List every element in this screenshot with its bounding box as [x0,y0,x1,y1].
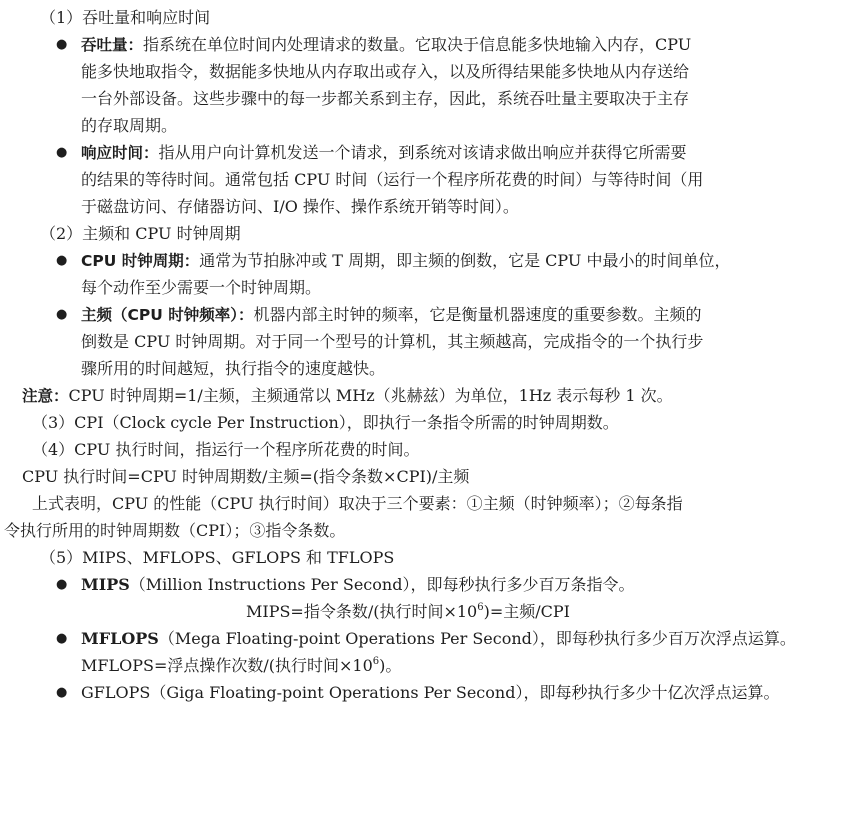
section-heading-5: （5）MIPS、MFLOPS、GFLOPS 和 TFLOPS [40,548,395,567]
section-heading-4: （4）CPU 执行时间，指运行一个程序所花费的时间。 [32,440,420,459]
bullet-marker: ● [56,145,68,160]
text-line: 能多快地取指令，数据能多快地从内存取出或存入，以及所得结果能多快地从内存送给 [81,62,690,81]
bullet-mflops [0,625,863,652]
text-line: 一台外部设备。这些步骤中的每一步都关系到主存，因此，系统吞吐量主要取决于主存 [81,89,690,108]
note-label: 注意： [22,387,69,405]
text-line: 于磁盘访问、存储器访问、I/O 操作、操作系统开销等时间）。 [81,197,519,216]
text-line: 机器内部主时钟的频率，它是衡量机器速度的重要参数。主频的 [253,305,702,324]
term-cpu-clock-cycle: CPU 时钟周期： [81,252,200,270]
document-page [0,4,863,706]
text-line: 的存取周期。 [81,116,178,135]
text-line: （Million Instructions Per Second），即每秒执行多少百万条指令。 [129,575,635,594]
bullet-marker: ● [56,577,68,592]
bullet-marker: ● [56,253,68,268]
formula-part: )。 [379,656,402,675]
term-clock-frequency: 主频（CPU 时钟频率）： [81,306,254,324]
bullet-cpu-clock-cycle [0,247,863,274]
text-line: 骤所用的时间越短，执行指令的速度越快。 [81,359,386,378]
text-line: GFLOPS（Giga Floating-point Operations Per Second），即每秒执行多少十亿次浮点运算。 [81,683,780,702]
formula-mflops [0,652,863,679]
section-heading-3: （3）CPI（Clock cycle Per Instruction），即执行一条指令所需的时钟周期数。 [32,413,619,432]
text-line: 通常为节拍脉冲或 T 周期，即主频的倒数，它是 CPU 中最小的时间单位， [199,251,731,270]
formula-cpu-time: CPU 执行时间=CPU 时钟周期数/主频=(指令条数×CPI)/主频 [22,467,470,486]
formula-part: )=主频/CPI [483,602,570,621]
bullet-marker: ● [56,685,68,700]
term-response-time: 响应时间： [81,144,159,162]
bullet-marker: ● [56,37,68,52]
text-line: 倒数是 CPU 时钟周期。对于同一个型号的计算机，其主频越高，完成指令的一个执行步 [81,332,704,351]
text-line: 每个动作至少需要一个时钟周期。 [81,278,322,297]
text-line: 上式表明，CPU 的性能（CPU 执行时间）取决于三个要素：①主频（时钟频率）；②每条指 [32,494,683,513]
formula-exponent: 6 [372,655,380,667]
formula-part: MFLOPS=浮点操作次数/(执行时间×10 [81,656,373,675]
text-line: 指系统在单位时间内处理请求的数量。它取决于信息能多快地输入内存，CPU [143,35,692,54]
bullet-throughput [0,31,863,58]
bullet-mips [0,571,863,598]
note-line [0,382,863,409]
formula-exponent: 6 [477,601,484,613]
section-heading-2: （2）主频和 CPU 时钟周期 [40,224,241,243]
term-mflops: MFLOPS [81,629,159,648]
text-line: 指从用户向计算机发送一个请求，到系统对该请求做出响应并获得它所需要 [158,143,687,162]
bullet-clock-frequency [0,301,863,328]
formula-mips [0,598,863,625]
term-throughput: 吞吐量： [81,36,144,54]
note-text: CPU 时钟周期=1/主频，主频通常以 MHz（兆赫兹）为单位，1Hz 表示每秒 1 次。 [68,386,673,405]
formula-part: MIPS=指令条数/(执行时间×10 [246,602,478,621]
bullet-response-time [0,139,863,166]
text-line: 的结果的等待时间。通常包括 CPU 时间（运行一个程序所花费的时间）与等待时间（用 [81,170,704,189]
bullet-marker: ● [56,631,68,646]
section-heading-1: （1）吞吐量和响应时间 [40,8,211,27]
term-mips: MIPS [81,575,130,594]
bullet-marker: ● [56,307,68,322]
bullet-gflops [0,679,863,706]
text-line: （Mega Floating-point Operations Per Second），即每秒执行多少百万次浮点运算。 [158,629,796,648]
text-line: 令执行所用的时钟周期数（CPI）；③指令条数。 [4,521,346,540]
